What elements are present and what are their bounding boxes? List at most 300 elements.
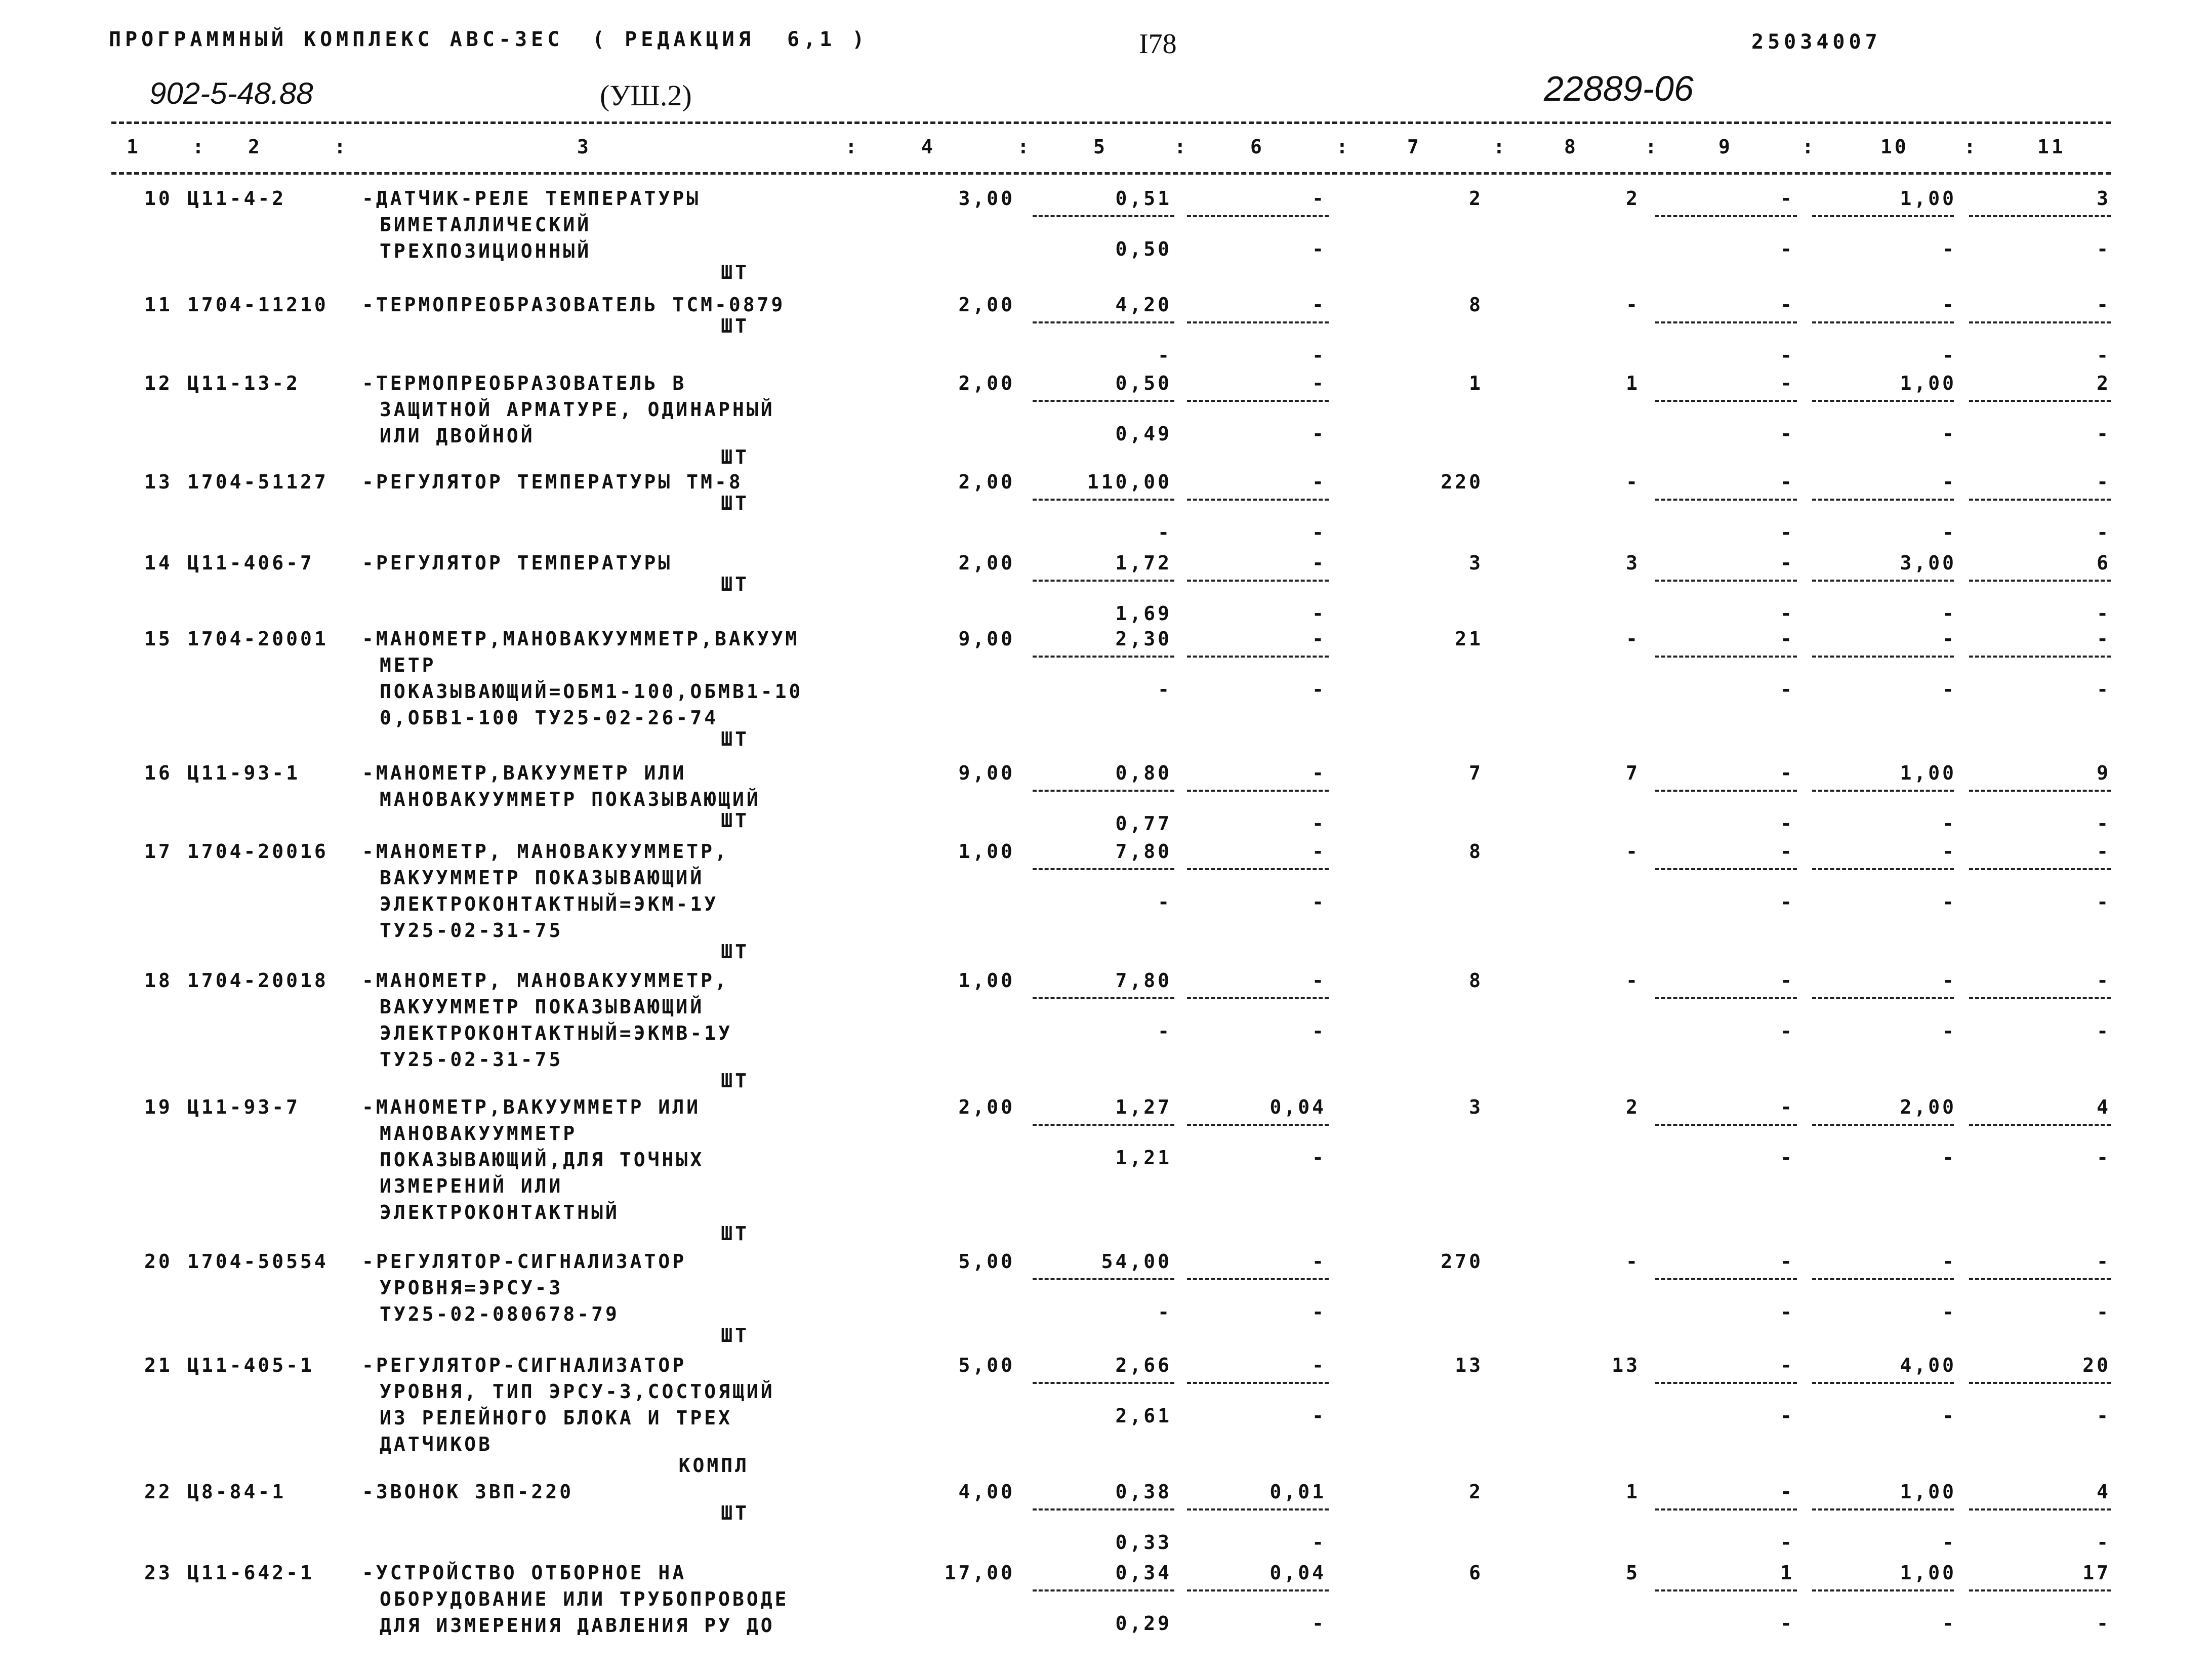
col5-value: 2,30	[1115, 628, 1172, 650]
col6-value: -	[1312, 372, 1326, 394]
subtotal-rule	[1812, 499, 1954, 501]
col4-value: 2,00	[958, 372, 1015, 394]
resource-description: ТУ25-02-31-75	[380, 919, 563, 942]
column-header-10: 10	[1880, 136, 1909, 158]
subtotal-rule	[1655, 1382, 1797, 1384]
unit-label: ШТ	[721, 446, 749, 468]
resource-description: БИМЕТАЛЛИЧЕСКИЙ	[380, 214, 592, 236]
subtotal-rule	[1033, 1382, 1174, 1384]
resource-description: ЭЛЕКТРОКОНТАКТНЫЙ=ЭКМ-1У	[380, 893, 719, 915]
col5-value: 7,80	[1115, 969, 1172, 992]
col6-sub-value: -	[1312, 891, 1326, 913]
col9-sub-value: -	[1780, 678, 1794, 701]
subtotal-rule	[1812, 997, 1954, 999]
subtotal-rule	[1812, 1382, 1954, 1384]
document-code: 25034007	[1751, 30, 1881, 54]
subtotal-rule	[1655, 1124, 1797, 1126]
col11-value: 9	[2097, 762, 2111, 784]
subtotal-rule	[1969, 997, 2111, 999]
col10-sub-value: -	[1942, 423, 1956, 445]
col10-value: 1,00	[1900, 762, 1956, 784]
subtotal-rule	[1969, 215, 2111, 217]
col10-value: -	[1942, 628, 1956, 650]
col11-sub-value: -	[2097, 678, 2111, 701]
col11-value: -	[2097, 294, 2111, 316]
resource-code: 1704-51127	[187, 471, 329, 493]
col9-sub-value: -	[1780, 1301, 1794, 1323]
subtotal-rule	[1655, 868, 1797, 870]
col9-value: -	[1780, 1481, 1794, 1503]
col4-value: 9,00	[958, 762, 1015, 784]
column-separator: :	[1336, 136, 1350, 158]
col5-value: 0,80	[1115, 762, 1172, 784]
col6-value: -	[1312, 840, 1326, 863]
subtotal-rule	[1812, 215, 1954, 217]
subtotal-rule	[1187, 1124, 1329, 1126]
subtotal-rule	[1655, 499, 1797, 501]
resource-code: Ц11-4-2	[187, 187, 286, 210]
subtotal-rule	[1655, 215, 1797, 217]
column-header-7: 7	[1407, 136, 1421, 158]
col10-sub-value: -	[1942, 678, 1956, 701]
resource-description: -МАНОМЕТР,ВАКУУМЕТР ИЛИ	[362, 762, 687, 784]
col5-sub-value: 0,29	[1115, 1612, 1172, 1635]
subtotal-rule	[1187, 997, 1329, 999]
page-number: I78	[1139, 28, 1177, 60]
subtotal-rule	[1655, 321, 1797, 323]
subtotal-rule	[1969, 868, 2111, 870]
subtotal-rule	[1969, 1589, 2111, 1591]
resource-code: Ц11-93-1	[187, 762, 301, 784]
row-number: 23	[144, 1562, 173, 1584]
resource-description: -МАНОМЕТР,МАНОВАКУУММЕТР,ВАКУУМ	[362, 628, 800, 650]
row-number: 20	[144, 1250, 173, 1273]
col4-value: 1,00	[958, 969, 1015, 992]
col11-sub-value: -	[2097, 344, 2111, 366]
edition-label: ( РЕДАКЦИЯ 6,1 )	[592, 28, 869, 51]
col5-sub-value: -	[1158, 1020, 1172, 1042]
column-separator: :	[1174, 136, 1189, 158]
column-header-6: 6	[1250, 136, 1264, 158]
col6-value: -	[1312, 294, 1326, 316]
col4-value: 17,00	[944, 1562, 1015, 1584]
col4-value: 2,00	[958, 1096, 1015, 1118]
col8-value: 7	[1626, 762, 1640, 784]
col5-value: 110,00	[1087, 471, 1172, 493]
subtotal-rule	[1187, 790, 1329, 792]
col5-sub-value: -	[1158, 521, 1172, 544]
col11-value: -	[2097, 969, 2111, 992]
unit-label: ШТ	[721, 261, 749, 283]
col9-sub-value: -	[1780, 1531, 1794, 1554]
subtotal-rule	[1969, 656, 2111, 658]
col5-sub-value: 1,21	[1115, 1147, 1172, 1169]
col11-sub-value: -	[2097, 1301, 2111, 1323]
col10-sub-value: -	[1942, 1405, 1956, 1427]
unit-label: КОМПЛ	[678, 1454, 749, 1477]
col11-value: 2	[2097, 372, 2111, 394]
col6-sub-value: -	[1312, 1147, 1326, 1169]
subtotal-rule	[1187, 321, 1329, 323]
col7-value: 3	[1469, 552, 1483, 574]
col6-sub-value: -	[1312, 423, 1326, 445]
subtotal-rule	[1655, 400, 1797, 402]
col6-value: -	[1312, 552, 1326, 574]
col11-sub-value: -	[2097, 1405, 2111, 1427]
column-separator: :	[1964, 136, 1978, 158]
resource-description: -РЕГУЛЯТОР ТЕМПЕРАТУРЫ	[362, 552, 673, 574]
column-header-2: 2	[248, 136, 262, 158]
subtotal-rule	[1655, 1589, 1797, 1591]
col7-value: 3	[1469, 1096, 1483, 1118]
resource-code: Ц11-406-7	[187, 552, 314, 574]
col8-value: 1	[1626, 1481, 1640, 1503]
col11-value: 3	[2097, 187, 2111, 210]
col11-sub-value: -	[2097, 238, 2111, 260]
col9-sub-value: -	[1780, 602, 1794, 625]
resource-code: Ц8-84-1	[187, 1481, 286, 1503]
col8-value: 1	[1626, 372, 1640, 394]
resource-description: МАНОВАКУУММЕТР	[380, 1122, 578, 1145]
col9-value: -	[1780, 552, 1794, 574]
col7-value: 220	[1441, 471, 1483, 493]
resource-description: ИЗМЕРЕНИЙ ИЛИ	[380, 1175, 563, 1197]
col5-sub-value: 1,69	[1115, 602, 1172, 625]
subtotal-rule	[1655, 997, 1797, 999]
col11-sub-value: -	[2097, 423, 2111, 445]
col9-sub-value: -	[1780, 423, 1794, 445]
unit-label: ШТ	[721, 573, 749, 595]
document-number: 22889-06	[1544, 69, 1694, 108]
col11-sub-value: -	[2097, 1612, 2111, 1635]
col8-value: 13	[1612, 1354, 1640, 1376]
subtotal-rule	[1969, 1508, 2111, 1510]
col11-sub-value: -	[2097, 891, 2111, 913]
column-header-1: 1	[127, 136, 141, 158]
col8-value: 2	[1626, 187, 1640, 210]
row-number: 11	[144, 294, 173, 316]
resource-description: ЭЛЕКТРОКОНТАКТНЫЙ	[380, 1201, 620, 1223]
subtotal-rule	[1187, 215, 1329, 217]
col10-sub-value: -	[1942, 1531, 1956, 1554]
subtotal-rule	[1812, 656, 1954, 658]
subtotal-rule	[1655, 1508, 1797, 1510]
col7-value: 8	[1469, 840, 1483, 863]
subtotal-rule	[1812, 1278, 1954, 1280]
col9-sub-value: -	[1780, 1612, 1794, 1635]
subtotal-rule	[1187, 1278, 1329, 1280]
col9-value: -	[1780, 187, 1794, 210]
subtotal-rule	[1033, 1124, 1174, 1126]
section-label: (УШ.2)	[600, 79, 692, 112]
resource-description: -ДАТЧИК-РЕЛЕ ТЕМПЕРАТУРЫ	[362, 187, 701, 210]
col9-value: -	[1780, 628, 1794, 650]
subtotal-rule	[1969, 790, 2111, 792]
resource-description: ВАКУУММЕТР ПОКАЗЫВАЮЩИЙ	[380, 867, 705, 889]
col6-value: -	[1312, 969, 1326, 992]
col8-value: -	[1626, 840, 1640, 863]
resource-description: МАНОВАКУУММЕТР ПОКАЗЫВАЮЩИЙ	[380, 788, 761, 810]
col5-value: 0,50	[1115, 372, 1172, 394]
resource-description: УРОВНЯ, ТИП ЭРСУ-3,СОСТОЯЩИЙ	[380, 1380, 775, 1403]
col6-sub-value: -	[1312, 344, 1326, 366]
unit-label: ШТ	[721, 1502, 749, 1524]
column-separator: :	[1017, 136, 1032, 158]
project-number: 902-5-48.88	[149, 76, 313, 110]
col6-value: -	[1312, 628, 1326, 650]
col11-sub-value: -	[2097, 602, 2111, 625]
col8-value: -	[1626, 628, 1640, 650]
subtotal-rule	[1033, 321, 1174, 323]
subtotal-rule	[1187, 499, 1329, 501]
col10-value: 1,00	[1900, 187, 1956, 210]
col9-value: -	[1780, 762, 1794, 784]
resource-description: -ТЕРМОПРЕОБРАЗОВАТЕЛЬ ТСМ-0879	[362, 294, 786, 316]
subtotal-rule	[1033, 790, 1174, 792]
row-number: 17	[144, 840, 173, 863]
col5-value: 1,27	[1115, 1096, 1172, 1118]
subtotal-rule	[1033, 656, 1174, 658]
subtotal-rule	[1655, 790, 1797, 792]
resource-code: 1704-20018	[187, 969, 329, 992]
col10-value: -	[1942, 969, 1956, 992]
column-header-11: 11	[2037, 136, 2066, 158]
col11-value: -	[2097, 1250, 2111, 1273]
row-number: 22	[144, 1481, 173, 1503]
subtotal-rule	[1655, 1278, 1797, 1280]
col6-sub-value: -	[1312, 602, 1326, 625]
subtotal-rule	[1033, 868, 1174, 870]
unit-label: ШТ	[721, 1070, 749, 1092]
col11-value: -	[2097, 628, 2111, 650]
col7-value: 2	[1469, 1481, 1483, 1503]
col11-value: 20	[2082, 1354, 2111, 1376]
col7-value: 1	[1469, 372, 1483, 394]
col5-value: 0,34	[1115, 1562, 1172, 1584]
column-separator: :	[1493, 136, 1507, 158]
resource-description: -ЗВОНОК ЗВП-220	[362, 1481, 574, 1503]
subtotal-rule	[1812, 1589, 1954, 1591]
resource-description: ТУ25-02-31-75	[380, 1048, 563, 1071]
col9-value: -	[1780, 1354, 1794, 1376]
col6-sub-value: -	[1312, 238, 1326, 260]
col5-value: 7,80	[1115, 840, 1172, 863]
row-number: 13	[144, 471, 173, 493]
col10-value: -	[1942, 294, 1956, 316]
col5-value: 1,72	[1115, 552, 1172, 574]
subtotal-rule	[1655, 656, 1797, 658]
row-number: 18	[144, 969, 173, 992]
resource-description: УРОВНЯ=ЭРСУ-3	[380, 1277, 563, 1299]
subtotal-rule	[1812, 868, 1954, 870]
column-separator: :	[1645, 136, 1659, 158]
resource-description: ВАКУУММЕТР ПОКАЗЫВАЮЩИЙ	[380, 996, 705, 1018]
col4-value: 5,00	[958, 1354, 1015, 1376]
col6-sub-value: -	[1312, 521, 1326, 544]
col9-sub-value: -	[1780, 344, 1794, 366]
col7-value: 13	[1455, 1354, 1483, 1376]
col10-value: 1,00	[1900, 372, 1956, 394]
col5-sub-value: 0,50	[1115, 238, 1172, 260]
col6-value: 0,04	[1269, 1096, 1326, 1118]
col5-value: 0,38	[1115, 1481, 1172, 1503]
subtotal-rule	[1812, 321, 1954, 323]
unit-label: ШТ	[721, 1324, 749, 1346]
col11-value: -	[2097, 471, 2111, 493]
resource-description: -МАНОМЕТР, МАНОВАКУУММЕТР,	[362, 969, 729, 992]
col9-sub-value: -	[1780, 238, 1794, 260]
col5-sub-value: 2,61	[1115, 1405, 1172, 1427]
col9-value: -	[1780, 1096, 1794, 1118]
row-number: 16	[144, 762, 173, 784]
subtotal-rule	[1969, 499, 2111, 501]
col9-sub-value: -	[1780, 521, 1794, 544]
row-number: 15	[144, 628, 173, 650]
col6-sub-value: -	[1312, 1612, 1326, 1635]
col10-sub-value: -	[1942, 812, 1956, 835]
subtotal-rule	[1033, 580, 1174, 582]
col6-value: -	[1312, 471, 1326, 493]
resource-description: -МАНОМЕТР,ВАКУУММЕТР ИЛИ	[362, 1096, 701, 1118]
col11-value: 6	[2097, 552, 2111, 574]
col10-value: -	[1942, 840, 1956, 863]
subtotal-rule	[1655, 580, 1797, 582]
col11-sub-value: -	[2097, 521, 2111, 544]
unit-label: ШТ	[721, 315, 749, 337]
subtotal-rule	[1187, 656, 1329, 658]
col11-value: 4	[2097, 1481, 2111, 1503]
col9-sub-value: -	[1780, 1147, 1794, 1169]
col10-sub-value: -	[1942, 344, 1956, 366]
row-number: 10	[144, 187, 173, 210]
col6-sub-value: -	[1312, 1301, 1326, 1323]
col5-sub-value: -	[1158, 891, 1172, 913]
subtotal-rule	[1812, 400, 1954, 402]
column-separator: :	[845, 136, 859, 158]
resource-code: 1704-50554	[187, 1250, 329, 1273]
col8-value: 5	[1626, 1562, 1640, 1584]
subtotal-rule	[1033, 499, 1174, 501]
col10-sub-value: -	[1942, 521, 1956, 544]
resource-description: -РЕГУЛЯТОР ТЕМПЕРАТУРЫ ТМ-8	[362, 471, 743, 493]
col5-sub-value: 0,33	[1115, 1531, 1172, 1554]
subtotal-rule	[1812, 1124, 1954, 1126]
unit-label: ШТ	[721, 728, 749, 750]
resource-code: 1704-20016	[187, 840, 329, 863]
col10-value: -	[1942, 471, 1956, 493]
col10-sub-value: -	[1942, 238, 1956, 260]
column-separator: :	[334, 136, 348, 158]
subtotal-rule	[1033, 1278, 1174, 1280]
row-number: 21	[144, 1354, 173, 1376]
subtotal-rule	[1969, 1382, 2111, 1384]
col8-value: 2	[1626, 1096, 1640, 1118]
col11-sub-value: -	[2097, 812, 2111, 835]
col10-sub-value: -	[1942, 1612, 1956, 1635]
col9-sub-value: -	[1780, 1405, 1794, 1427]
col6-value: -	[1312, 762, 1326, 784]
resource-description: ДЛЯ ИЗМЕРЕНИЯ ДАВЛЕНИЯ РУ ДО	[380, 1614, 775, 1637]
resource-description: -МАНОМЕТР, МАНОВАКУУММЕТР,	[362, 840, 729, 863]
col4-value: 9,00	[958, 628, 1015, 650]
col6-sub-value: -	[1312, 812, 1326, 835]
unit-label: ШТ	[721, 809, 749, 832]
column-header-5: 5	[1093, 136, 1108, 158]
resource-description: ИЗ РЕЛЕЙНОГО БЛОКА И ТРЕХ	[380, 1407, 732, 1429]
col9-value: -	[1780, 294, 1794, 316]
column-header-9: 9	[1718, 136, 1733, 158]
resource-description: ЗАЩИТНОЙ АРМАТУРЕ, ОДИНАРНЫЙ	[380, 398, 775, 421]
program-title: ПРОГРАММНЫЙ КОМПЛЕКС АВС-3ЕС	[109, 28, 564, 51]
col4-value: 4,00	[958, 1481, 1015, 1503]
subtotal-rule	[1187, 580, 1329, 582]
col5-value: 2,66	[1115, 1354, 1172, 1376]
col5-value: 4,20	[1115, 294, 1172, 316]
unit-label: ШТ	[721, 941, 749, 963]
subtotal-rule	[1969, 1124, 2111, 1126]
col9-value: -	[1780, 372, 1794, 394]
subtotal-rule	[1812, 1508, 1954, 1510]
col9-sub-value: -	[1780, 1020, 1794, 1042]
col6-sub-value: -	[1312, 1020, 1326, 1042]
col4-value: 2,00	[958, 552, 1015, 574]
col7-value: 8	[1469, 294, 1483, 316]
row-number: 12	[144, 372, 173, 394]
col8-value: 3	[1626, 552, 1640, 574]
resource-description: -РЕГУЛЯТОР-СИГНАЛИЗАТОР	[362, 1354, 687, 1376]
col5-sub-value: 0,77	[1115, 812, 1172, 835]
col11-sub-value: -	[2097, 1531, 2111, 1554]
col10-value: 3,00	[1900, 552, 1956, 574]
resource-description: ТУ25-02-080678-79	[380, 1303, 620, 1325]
column-header-8: 8	[1564, 136, 1578, 158]
col10-sub-value: -	[1942, 602, 1956, 625]
unit-label: ШТ	[721, 492, 749, 514]
resource-code: Ц11-93-7	[187, 1096, 301, 1118]
col9-sub-value: -	[1780, 891, 1794, 913]
col5-sub-value: -	[1158, 344, 1172, 366]
col10-value: 1,00	[1900, 1481, 1956, 1503]
subtotal-rule	[1969, 1278, 2111, 1280]
subtotal-rule	[1812, 790, 1954, 792]
column-header-4: 4	[921, 136, 935, 158]
resource-code: Ц11-13-2	[187, 372, 301, 394]
col5-sub-value: -	[1158, 1301, 1172, 1323]
subtotal-rule	[1969, 400, 2111, 402]
col6-sub-value: -	[1312, 678, 1326, 701]
resource-code: Ц11-642-1	[187, 1562, 314, 1584]
col7-value: 2	[1469, 187, 1483, 210]
row-number: 14	[144, 552, 173, 574]
resource-description: ДАТЧИКОВ	[380, 1433, 493, 1455]
resource-description: 0,ОБВ1-100 ТУ25-02-26-74	[380, 707, 719, 729]
col7-value: 7	[1469, 762, 1483, 784]
col6-sub-value: -	[1312, 1531, 1326, 1554]
col9-value: -	[1780, 1250, 1794, 1273]
col8-value: -	[1626, 1250, 1640, 1273]
col5-sub-value: -	[1158, 678, 1172, 701]
resource-description: ИЛИ ДВОЙНОЙ	[380, 425, 535, 447]
resource-code: 1704-11210	[187, 294, 329, 316]
subtotal-rule	[1033, 400, 1174, 402]
col6-value: 0,04	[1269, 1562, 1326, 1584]
resource-description: -УСТРОЙСТВО ОТБОРНОЕ НА	[362, 1562, 687, 1584]
col9-value: -	[1780, 840, 1794, 863]
col10-value: 2,00	[1900, 1096, 1956, 1118]
col4-value: 5,00	[958, 1250, 1015, 1273]
resource-description: -ТЕРМОПРЕОБРАЗОВАТЕЛЬ В	[362, 372, 687, 394]
subtotal-rule	[1187, 1382, 1329, 1384]
